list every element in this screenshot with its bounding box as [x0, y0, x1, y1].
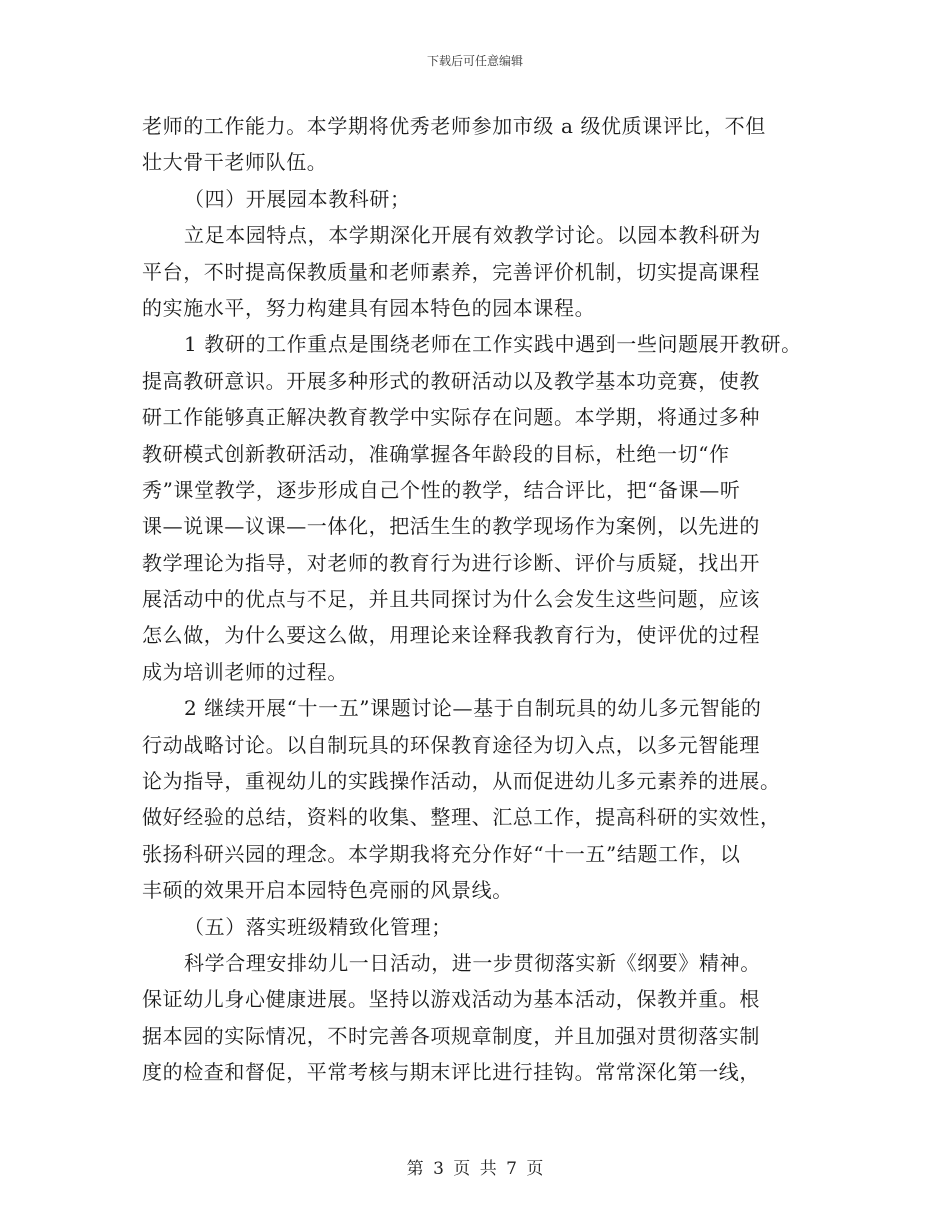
- text-line: 展活动中的优点与不足，并且共同探讨为什么会发生这些问题，应该: [142, 587, 760, 612]
- text-line: 秀”课堂教学，逐步形成自己个性的教学，结合评比，把“备课—听: [142, 477, 741, 502]
- text-line: 怎么做，为什么要这么做，用理论来诠释我教育行为，使评优的过程: [142, 623, 760, 648]
- text-line: （四）开展园本教科研；: [184, 186, 411, 211]
- text-line: 的实施水平，努力构建具有园本特色的园本课程。: [142, 295, 596, 320]
- text-line: 壮大骨干老师队伍。: [142, 150, 328, 175]
- text-line: 课—说课—议课—一体化，把活生生的教学现场作为案例，以先进的: [142, 514, 760, 539]
- text-line: 教学理论为指导，对老师的教育行为进行诊断、评价与质疑，找出开: [142, 550, 760, 575]
- text-line: 1 教研的工作重点是围绕老师在工作实践中遇到一些问题展开教研。: [184, 332, 802, 357]
- document-body: [142, 108, 822, 1091]
- text-line: 成为培训老师的过程。: [142, 659, 348, 684]
- text-line: 论为指导，重视幼儿的实践操作活动，从而促进幼儿多元素养的进展。: [142, 769, 781, 794]
- text-line: 2 继续开展“十一五”课题讨论—基于自制玩具的幼儿多元智能的: [184, 696, 762, 721]
- text-line: 保证幼儿身心健康进展。坚持以游戏活动为基本活动，保教并重。根: [142, 987, 760, 1012]
- text-line: 立足本园特点，本学期深化开展有效教学讨论。以园本教科研为: [184, 223, 761, 248]
- page-footer: 第 3 页 共 7 页: [406, 1159, 544, 1179]
- text-line: 做好经验的总结，资料的收集、整理、汇总工作，提高科研的实效性，: [142, 805, 781, 830]
- text-line: 度的检查和督促，平常考核与期末评比进行挂钩。常常深化第一线，: [142, 1060, 760, 1085]
- text-line: 张扬科研兴园的理念。本学期我将充分作好“十一五”结题工作，以: [142, 841, 741, 866]
- text-line: 据本园的实际情况，不时完善各项规章制度，并且加强对贯彻落实制: [142, 1023, 760, 1048]
- text-line: 教研模式创新教研活动，准确掌握各年龄段的目标，杜绝一切“作: [142, 441, 730, 466]
- text-line: 行动战略讨论。以自制玩具的环保教育途径为切入点，以多元智能理: [142, 732, 760, 757]
- text-line: 提高教研意识。开展多种形式的教研活动以及教学基本功竞赛，使教: [142, 368, 760, 393]
- text-line: （五）落实班级精致化管理；: [184, 914, 452, 939]
- text-line: 平台，不时提高保教质量和老师素养，完善评价机制，切实提高课程: [142, 259, 760, 284]
- page-header: 下载后可任意编辑: [426, 54, 523, 68]
- text-line: 老师的工作能力。本学期将优秀老师参加市级 a 级优质课评比，不但: [142, 114, 766, 138]
- text-line: 科学合理安排幼儿一日活动，进一步贯彻落实新《纲要》精神。: [184, 950, 761, 975]
- text-line: 丰硕的效果开启本园特色亮丽的风景线。: [142, 878, 513, 903]
- text-line: 研工作能够真正解决教育教学中实际存在问题。本学期，将通过多种: [142, 405, 760, 430]
